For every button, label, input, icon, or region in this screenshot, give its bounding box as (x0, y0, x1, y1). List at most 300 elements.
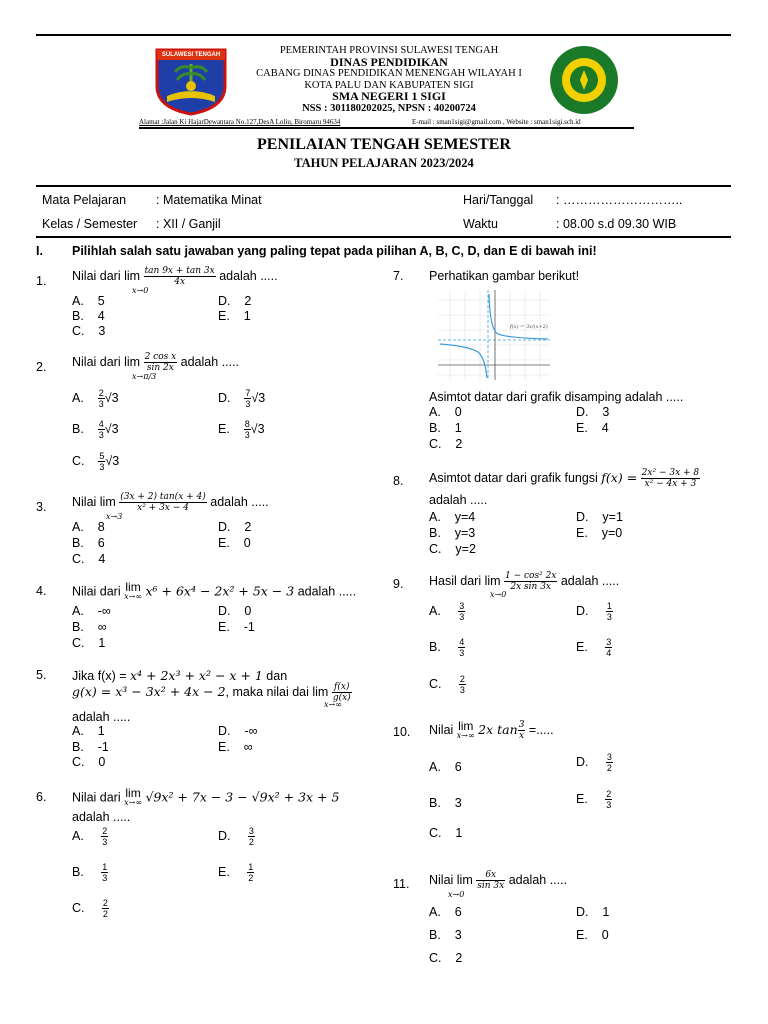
q5-option-b[interactable] (72, 740, 109, 754)
letters-D: D. (218, 604, 231, 618)
letters-E: E. (218, 740, 230, 754)
q8-num: 2x² − 3x + 8 (641, 468, 700, 478)
q1-option-b[interactable] (72, 309, 105, 323)
letters-E: E. (576, 526, 588, 540)
letters-E: E. (218, 864, 230, 879)
q5-A: 1 (97, 724, 105, 738)
letters-C: C. (72, 552, 85, 566)
q3-stem (72, 492, 269, 513)
letters-A: A. (72, 828, 84, 843)
class-value: : XII / Ganjil (156, 217, 221, 231)
letters-C: C. (429, 676, 442, 691)
q6-B-n: 1 (102, 862, 108, 872)
letters-A: A. (429, 760, 441, 774)
q11-number: 11. (393, 877, 410, 891)
q1-D: 2 (244, 294, 252, 308)
letters-E: E. (576, 639, 588, 654)
q6-expr: √9x² + 7x − 3 − √9x² + 3x + 5 (145, 789, 340, 805)
letters-B: B. (72, 536, 84, 550)
q4-option-d[interactable] (218, 604, 251, 618)
q9-D-n: 1 (606, 601, 612, 611)
top-rule (36, 34, 731, 36)
letters-E: E. (218, 536, 230, 550)
q9-post: adalah ..... (560, 573, 620, 588)
q4-under: x→∞ (124, 592, 142, 601)
letters-D: D. (218, 724, 231, 738)
q11-under: x→0 (448, 890, 465, 899)
q10-num: 3 (518, 720, 525, 730)
q8-line2: adalah ..... (429, 493, 488, 507)
q3-D: 2 (244, 520, 252, 534)
letters-B: B. (429, 639, 441, 654)
q8-option-a[interactable] (429, 510, 475, 524)
q9-option-d[interactable] (576, 601, 613, 622)
q9-E-n: 3 (606, 637, 612, 647)
q7-B: 1 (454, 421, 462, 435)
q9-D-d: 3 (606, 612, 612, 622)
q1-B: 4 (97, 309, 105, 323)
q7-graph-label: f(x) = 3x/(x+2) (510, 324, 548, 330)
q5-option-a[interactable] (72, 724, 105, 738)
q10-A: 6 (454, 760, 462, 774)
q7-A: 0 (454, 405, 462, 419)
gov-name: PEMERINTAH PROVINSI SULAWESI TENGAH (279, 45, 499, 56)
q10-option-b[interactable] (429, 796, 462, 810)
q2-num: 2 cos x (144, 352, 177, 362)
q2-pre: Nilai dari lim (72, 354, 141, 369)
exam-year: TAHUN PELAJARAN 2023/2024 (294, 156, 474, 170)
q2-number: 2. (36, 360, 47, 374)
class-label: Kelas / Semester (42, 217, 138, 231)
q3-A: 8 (97, 520, 105, 534)
q4-post: adalah ..... (294, 584, 357, 599)
q2-option-d[interactable] (218, 388, 265, 409)
q10-option-d[interactable] (576, 752, 613, 773)
q7-D: 3 (602, 405, 610, 419)
q2-D-n: 7 (245, 388, 251, 398)
q6-D-d: 2 (248, 837, 254, 847)
letters-B: B. (72, 309, 84, 323)
q8-A: y=4 (454, 510, 476, 524)
q11-C: 2 (455, 951, 463, 965)
q2-E-n: 8 (244, 419, 250, 429)
letters-C: C. (72, 324, 85, 338)
q8-stem (429, 468, 700, 489)
q10-B: 3 (454, 796, 462, 810)
q2-B-n: 4 (98, 419, 104, 429)
q6-option-e[interactable] (218, 862, 254, 883)
q8-fx: f(x) = (601, 469, 638, 485)
province-logo-label: SULAWESI TENGAH (161, 52, 221, 58)
q2-option-a[interactable] (72, 388, 119, 409)
letters-C: C. (429, 437, 442, 451)
q2-B-d: 3 (98, 430, 104, 440)
letters-A: A. (429, 405, 441, 419)
q3-option-b[interactable] (72, 536, 105, 550)
q2-option-b[interactable] (72, 419, 119, 440)
q9-A-d: 3 (459, 612, 465, 622)
q11-stem (429, 870, 567, 891)
q4-lim (124, 582, 142, 602)
q5-line1a: Jika f(x) = (72, 669, 130, 683)
day-value: : ……………………….. (556, 193, 683, 207)
q1-number: 1. (36, 274, 47, 288)
q4-expr: x⁶ + 6x⁴ − 2x² + 5x − 3 (145, 583, 295, 599)
q5-number: 5. (36, 668, 47, 682)
q5-line1c: dan (262, 669, 288, 683)
q11-E: 0 (601, 928, 609, 942)
letters-B: B. (429, 796, 441, 810)
q4-A: -∞ (97, 604, 111, 618)
q3-B: 6 (97, 536, 105, 550)
q8-E: y=0 (601, 526, 623, 540)
q6-option-d[interactable] (218, 826, 255, 847)
q4-option-c[interactable] (72, 636, 105, 650)
q8-B: y=3 (454, 526, 476, 540)
q11-option-c[interactable] (429, 951, 462, 965)
q11-A: 6 (454, 905, 462, 919)
q8-option-d[interactable] (576, 510, 623, 524)
q10-option-c[interactable] (429, 826, 462, 840)
q10-stem (429, 720, 554, 741)
time-value: : 08.00 s.d 09.30 WIB (556, 217, 677, 231)
q8-option-c[interactable] (429, 542, 476, 556)
q7-number: 7. (393, 269, 404, 283)
q3-pre: Nilai lim (72, 494, 116, 509)
q2-A-r: √3 (104, 390, 119, 405)
q2-D-d: 3 (245, 399, 251, 409)
q5-option-c[interactable] (72, 755, 105, 769)
q5-C: 0 (98, 755, 106, 769)
letters-B: B. (429, 928, 441, 942)
q6-A-d: 3 (102, 837, 108, 847)
q11-option-a[interactable] (429, 905, 462, 919)
q5-B: -1 (97, 740, 109, 754)
q2-E-d: 3 (244, 430, 250, 440)
q5-den: g(x) (332, 693, 351, 703)
q9-A-n: 3 (459, 601, 465, 611)
q7-option-b[interactable] (429, 421, 462, 435)
letters-B: B. (72, 864, 84, 879)
q9-den: 2x sin 3x (510, 582, 552, 592)
q3-E: 0 (243, 536, 251, 550)
q8-D: y=1 (602, 510, 623, 524)
subject-value: : Matematika Minat (156, 193, 262, 207)
letters-C: C. (429, 542, 442, 556)
q2-C-r: √3 (105, 453, 120, 468)
q1-option-a[interactable] (72, 294, 105, 308)
q9-B-d: 3 (459, 648, 465, 658)
letters-C: C. (429, 826, 442, 840)
q6-stem (72, 788, 339, 808)
letters-C: C. (72, 755, 85, 769)
q4-stem (72, 582, 356, 602)
q9-option-b[interactable] (429, 637, 465, 658)
q10-expr: 2x tan (478, 721, 518, 737)
q11-D: 1 (602, 905, 610, 919)
q9-option-e[interactable] (576, 637, 612, 658)
q11-option-e[interactable] (576, 928, 609, 942)
address: Alamat :Jalan Ki HajarDewantara No.127,DesA Loliu, Biromaru 94634 (139, 118, 341, 126)
q7-option-d[interactable] (576, 405, 609, 419)
q5-D: -∞ (244, 724, 258, 738)
letters-E: E. (576, 791, 588, 806)
q4-E: -1 (243, 620, 255, 634)
q2-option-e[interactable] (218, 419, 265, 440)
contact: E-mail : sman1sigi@gmail.com , Website : sman1sigi.sch.id (412, 118, 581, 126)
q6-B-d: 3 (102, 873, 108, 883)
letters-D: D. (576, 603, 589, 618)
q4-C: 1 (98, 636, 106, 650)
q10-C: 1 (455, 826, 463, 840)
q8-den: x² − 4x + 3 (644, 479, 697, 489)
nss-npsn: NSS : 301180202025, NPSN : 40200724 (302, 102, 476, 114)
letters-D: D. (576, 754, 589, 769)
letters-D: D. (218, 390, 231, 405)
exam-title: PENILAIAN TENGAH SEMESTER (257, 136, 511, 153)
q10-pre: Nilai (429, 722, 457, 737)
q6-option-b[interactable] (72, 862, 108, 883)
q5-under: x→∞ (324, 700, 342, 709)
q2-den: sin 2x (146, 363, 174, 373)
letters-A: A. (429, 603, 441, 618)
q6-number: 6. (36, 790, 47, 804)
letters-D: D. (576, 905, 589, 919)
q10-E-d: 3 (606, 800, 612, 810)
school-logo (548, 44, 620, 116)
q3-post: adalah ..... (210, 494, 269, 509)
q8-number: 8. (393, 474, 404, 488)
q1-E: 1 (243, 309, 251, 323)
letters-D: D. (576, 405, 589, 419)
q5-line1b: x⁴ + 2x³ + x² − x + 1 (130, 668, 263, 683)
q2-stem (72, 352, 239, 373)
q10-lim: lim (458, 718, 474, 733)
q5-line2b: , maka nilai dai lim (225, 684, 329, 699)
q11-B: 3 (454, 928, 462, 942)
letters-B: B. (429, 421, 441, 435)
q6-C-d: 2 (102, 909, 108, 919)
subject-label: Mata Pelajaran (42, 193, 127, 207)
q6-E-d: 2 (248, 873, 254, 883)
q1-A: 5 (97, 294, 105, 308)
q1-C: 3 (98, 324, 106, 338)
q5-line2 (72, 682, 352, 703)
q10-option-a[interactable] (429, 760, 462, 774)
q8-option-b[interactable] (429, 526, 475, 540)
q10-number: 10. (393, 725, 411, 739)
q9-option-a[interactable] (429, 601, 465, 622)
q10-option-e[interactable] (576, 789, 612, 810)
letters-A: A. (429, 905, 441, 919)
info-top-rule (36, 185, 731, 187)
q1-fraction (144, 266, 216, 287)
q9-C-d: 3 (459, 685, 465, 695)
q9-under: x→0 (490, 590, 507, 599)
q6-line2: adalah ..... (72, 810, 131, 824)
day-label: Hari/Tanggal (463, 193, 534, 207)
letters-A: A. (72, 294, 84, 308)
letters-D: D. (218, 294, 231, 308)
q4-lim: lim (125, 580, 141, 594)
q10-den: x (519, 731, 525, 741)
q4-option-a[interactable] (72, 604, 111, 618)
q1-num: tan 9x + tan 3x (144, 266, 215, 276)
q3-option-e[interactable] (218, 536, 251, 550)
q9-option-c[interactable] (429, 674, 466, 695)
q1-post: adalah ..... (219, 268, 278, 283)
letters-E: E. (218, 421, 230, 436)
q2-under: x→π/3 (132, 372, 157, 381)
q3-option-a[interactable] (72, 520, 105, 534)
q9-stem (429, 571, 619, 592)
letters-E: E. (576, 928, 588, 942)
q6-pre: Nilai dari (72, 790, 125, 805)
q11-option-b[interactable] (429, 928, 462, 942)
school-name: SMA NEGERI 1 SIGI (332, 89, 446, 103)
q7-option-e[interactable] (576, 421, 609, 435)
q9-E-d: 4 (606, 648, 612, 658)
letters-B: B. (72, 620, 84, 634)
branch-name: CABANG DINAS PENDIDIKAN MENENGAH WILAYAH I (256, 68, 522, 79)
letters-E: E. (218, 309, 230, 323)
q6-E-n: 1 (248, 862, 254, 872)
q1-pre: Nilai dari lim (72, 268, 141, 283)
letters-B: B. (429, 526, 441, 540)
q4-option-e[interactable] (218, 620, 255, 634)
letters-A: A. (72, 520, 84, 534)
q4-pre: Nilai dari (72, 584, 125, 599)
letters-A: A. (72, 604, 84, 618)
info-bottom-rule (36, 236, 731, 238)
q3-option-d[interactable] (218, 520, 251, 534)
q7-option-a[interactable] (429, 405, 462, 419)
time-label: Waktu (463, 217, 498, 231)
q1-option-d[interactable] (218, 294, 251, 308)
q2-B-r: √3 (104, 421, 119, 436)
q2-D-r: √3 (251, 390, 266, 405)
q3-den: x² + 3x − 4 (137, 503, 189, 513)
q8-C: y=2 (455, 542, 476, 556)
q9-C-n: 2 (459, 674, 465, 684)
q7-C: 2 (455, 437, 463, 451)
letters-D: D. (576, 510, 589, 524)
q2-E-r: √3 (250, 421, 265, 436)
q10-E-n: 2 (606, 789, 612, 799)
q5-num: f(x) (332, 682, 352, 693)
section-number: I. (36, 244, 43, 258)
q3-number: 3. (36, 500, 47, 514)
q11-den: sin 3x (477, 881, 505, 891)
section-instruction: Pilihlah salah satu jawaban yang paling tepat pada pilihan A, B, C, D, dan E di bawah ini! (72, 244, 597, 258)
q4-B: ∞ (97, 620, 107, 634)
letters-C: C. (429, 951, 442, 965)
q1-stem (72, 266, 278, 287)
q6-option-c[interactable] (72, 898, 109, 919)
q9-num: 1 − cos² 2x (505, 571, 557, 581)
dept-name: DINAS PENDIDIKAN (330, 54, 448, 69)
q3-fraction (119, 492, 207, 513)
q2-fraction (144, 352, 178, 373)
q6-D-n: 3 (248, 826, 254, 836)
q6-lim: lim (125, 786, 141, 800)
q5-E: ∞ (243, 740, 253, 754)
q2-option-c[interactable] (72, 451, 119, 472)
q9-number: 9. (393, 577, 404, 591)
q7-option-c[interactable] (429, 437, 462, 451)
letters-D: D. (218, 828, 231, 843)
letters-E: E. (576, 421, 588, 435)
q5-line2a: g(x) = x³ − 3x² + 4x − 2 (72, 683, 226, 699)
header-rule (139, 127, 634, 129)
q2-post: adalah ..... (180, 354, 240, 369)
q10-under: x→∞ (456, 730, 475, 740)
q2-C-n: 5 (99, 451, 105, 461)
q7-question: Asimtot datar dari grafik disamping adalah ..... (429, 390, 684, 404)
q11-option-d[interactable] (576, 905, 609, 919)
q1-option-c[interactable] (72, 324, 105, 338)
letterhead (230, 45, 548, 114)
q4-number: 4. (36, 584, 47, 598)
q1-den: 4x (174, 277, 186, 287)
letters-A: A. (72, 390, 84, 405)
letters-B: B. (72, 421, 84, 436)
q2-A-d: 3 (98, 399, 104, 409)
q2-C-d: 3 (99, 462, 105, 472)
q7-graph (438, 290, 550, 380)
q6-C-n: 2 (102, 898, 108, 908)
q8-option-e[interactable] (576, 526, 622, 540)
q5-option-d[interactable] (218, 724, 257, 738)
letters-C: C. (72, 636, 85, 650)
q6-option-a[interactable] (72, 826, 108, 847)
q4-D: 0 (244, 604, 252, 618)
q3-C: 4 (98, 552, 106, 566)
letters-A: A. (72, 724, 84, 738)
province-logo (153, 46, 229, 116)
q2-A-n: 2 (98, 388, 104, 398)
q1-under: x→0 (132, 286, 149, 295)
q5-line1 (72, 668, 287, 683)
q8-pre: Asimtot datar dari grafik fungsi (429, 470, 602, 485)
q4-option-b[interactable] (72, 620, 107, 634)
q11-num: 6x (476, 870, 505, 881)
q10-post: =..... (525, 722, 554, 737)
city-name: KOTA PALU DAN KABUPATEN SIGI (304, 79, 474, 91)
q6-under: x→∞ (124, 798, 142, 807)
q11-post: adalah ..... (508, 872, 568, 887)
q3-option-c[interactable] (72, 552, 105, 566)
q7-E: 4 (601, 421, 609, 435)
q7-text: Perhatikan gambar berikut! (429, 269, 580, 283)
letters-C: C. (72, 900, 85, 915)
q11-pre: Nilai lim (429, 872, 473, 887)
letters-E: E. (218, 620, 230, 634)
q5-line3: adalah ..... (72, 710, 131, 724)
letters-A: A. (429, 510, 441, 524)
q5-option-e[interactable] (218, 740, 253, 754)
q10-D-n: 3 (606, 752, 612, 762)
q10-D-d: 2 (606, 763, 612, 773)
letters-D: D. (218, 520, 231, 534)
q3-num: (3x + 2) tan(x + 4) (120, 492, 206, 502)
q9-pre: Hasil dari lim (429, 573, 501, 588)
q9-B-n: 4 (459, 637, 465, 647)
letters-B: B. (72, 740, 84, 754)
q1-option-e[interactable] (218, 309, 251, 323)
letters-C: C. (72, 453, 85, 468)
q6-A-n: 2 (102, 826, 108, 836)
